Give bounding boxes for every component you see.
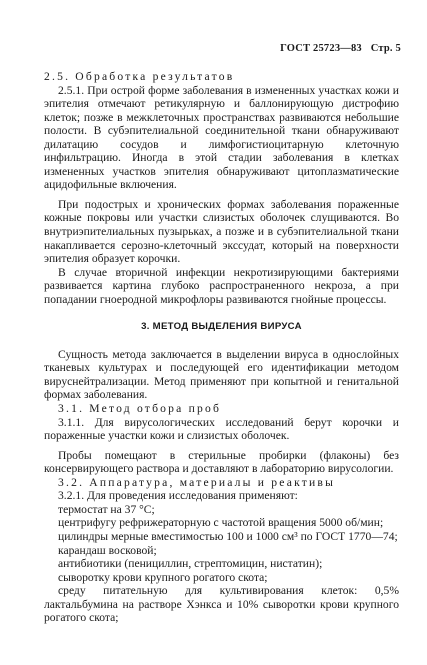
equipment-list bbox=[44, 503, 399, 625]
paragraph-chronic-forms: При подострых и хронических формах заболевания пораженные кожные покровы или участки слизистых оболочек слущиваются. Во внутриэпителиальных пузырьках, а позже и в субэпителиальной ткани накапливается серозно-клеточный экссудат, который на поверхности эпителия образует корочки. bbox=[44, 197, 399, 266]
document-body bbox=[44, 70, 399, 625]
paragraph-secondary-infection: В случае вторичной инфекции некротизирующими бактериями развивается картина глубоко распространенного некроза, а при попадании гноеродной микрофлоры развиваются гнойные процессы. bbox=[44, 265, 399, 306]
list-item: среду питательную для культивирования клеток: 0,5% лактальбумина на растворе Хэнкса и 10% сыворотки крови крупного рогатого скота; bbox=[44, 584, 399, 625]
list-item: сыворотку крови крупного рогатого скота; bbox=[58, 570, 268, 584]
page-header bbox=[274, 43, 401, 54]
paragraph-2-5-1: 2.5.1. При острой форме заболевания в измененных участках кожи и эпителия отмечают ретикулярную и баллонирующую дистрофию клеток; позже в межклеточных пространствах развиваются небольшие полости. В субэпителиальной соединительной ткани обнаруживают дилатацию сосудов и лимфогистиоцитарную клеточную инфильтрацию. Иногда в этой стадии заболевания в клетках измененных участков эпителия обнаруживают цитоплазматические ацидофильные включения. bbox=[44, 83, 399, 192]
list-item: центрифугу рефрижераторную с частотой вращения 5000 об/мин; bbox=[58, 516, 384, 530]
paragraph-3-1-1: 3.1.1. Для вирусологических исследований берут корочки и пораженные участки кожи и слизистых оболочек. bbox=[44, 415, 399, 443]
list-item: антибиотики (пенициллин, стрептомицин, нистатин); bbox=[58, 557, 323, 571]
page-number: Стр. 5 bbox=[370, 43, 401, 54]
list-item: цилиндры мерные вместимостью 100 и 1000 см³ по ГОСТ 1770—74; bbox=[58, 529, 398, 543]
subsection-title-2-5: 2.5. Обработка результатов bbox=[44, 70, 235, 83]
paragraph-method-essence: Сущность метода заключается в выделении вируса в однослойных тканевых культурах и последующей его идентификации методом вируснейтрализации. Метод применяют при копытной и генитальной формах заболевания. bbox=[44, 347, 399, 402]
standard-number: ГОСТ 25723—83 bbox=[280, 43, 362, 54]
paragraph-3-2-1: 3.2.1. Для проведения исследования применяют: bbox=[58, 489, 298, 503]
subsection-title-3-2: 3.2. Аппаратура, материалы и реактивы bbox=[58, 475, 336, 489]
subsection-title-3-1: 3.1. Метод отбора проб bbox=[58, 402, 222, 416]
list-item: термостат на 37 °C; bbox=[58, 502, 155, 516]
list-item: карандаш восковой; bbox=[58, 543, 157, 557]
paragraph-samples: Пробы помещают в стерильные пробирки (флаконы) без консервирующего раствора и доставляют в лабораторию вирусологии. bbox=[44, 448, 399, 476]
section-heading-3: 3. МЕТОД ВЫДЕЛЕНИЯ ВИРУСА bbox=[141, 321, 302, 333]
